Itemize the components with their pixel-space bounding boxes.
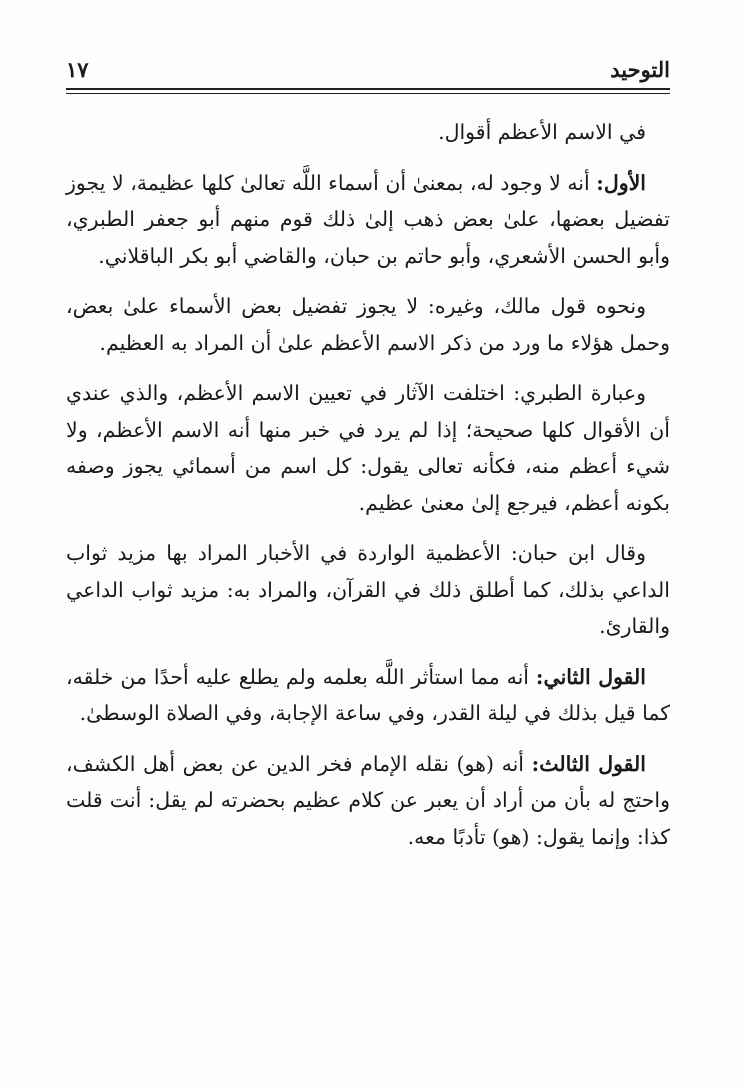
- paragraph-text: وقال ابن حبان: الأعظمية الواردة في الأخبار المراد بها مزيد ثواب الداعي بذلك، كما أطلق ذلك في القرآن، والمراد به: مزيد ثواب الداعي والقارئ.: [66, 541, 670, 638]
- header-rule-thin: [66, 93, 670, 94]
- page-header: [66, 46, 670, 82]
- paragraph-malik: [66, 288, 670, 361]
- paragraph-third-opinion: [66, 746, 670, 856]
- paragraph-text: في الاسم الأعظم أقوال.: [438, 120, 646, 144]
- page-body: [66, 114, 670, 869]
- paragraph-text: أنه لا وجود له، بمعنىٰ أن أسماء اللَّه تعالىٰ كلها عظيمة، لا يجوز تفضيل بعضها، علىٰ بعض ذهب إلىٰ ذلك قوم منهم أبو جعفر الطبري، وأبو الحسن الأشعري، وأبو حاتم بن حبان، والقاضي أبو بكر الباقلاني.: [66, 170, 670, 268]
- paragraph-text: أنه مما استأثر اللَّه بعلمه ولم يطلع عليه أحدًا من خلقه، كما قيل بذلك في ليلة القدر، وفي ساعة الإجابة، وفي الصلاة الوسطىٰ.: [66, 664, 670, 725]
- paragraph-lead: القول الثالث:: [531, 751, 646, 776]
- paragraph-text: وعبارة الطبري: اختلفت الآثار في تعيين الاسم الأعظم، والذي عندي أن الأقوال كلها صحيحة؛ إذا لم يرد في خبر منها أنه الاسم الأعظم، ولا شيء أعظم منه، فكأنه تعالى يقول: كل اسم من أسمائي يجوز وصفه بكونه أعظم، فيرجع إلىٰ معنىٰ عظيم.: [66, 381, 670, 515]
- paragraph-second-opinion: [66, 659, 670, 732]
- paragraph-ibn-hibban: [66, 535, 670, 645]
- paragraph-first-opinion: [66, 165, 670, 275]
- header-rule-thick: [66, 88, 670, 90]
- page-number: ١٧: [66, 57, 89, 82]
- paragraph-intro: [66, 114, 670, 151]
- paragraph-text: أنه (هو) نقله الإمام فخر الدين عن بعض أهل الكشف، واحتج له بأن من أراد أن يعبر عن كلام عظيم بحضرته لم يقل: أنت قلت كذا: وإنما يقول: (هو) تأدبًا معه.: [66, 751, 670, 849]
- page-title: التوحيد: [610, 57, 670, 82]
- paragraph-lead: الأول:: [596, 170, 646, 195]
- paragraph-text: ونحوه قول مالك، وغيره: لا يجوز تفضيل بعض الأسماء علىٰ بعض، وحمل هؤلاء ما ورد من ذكر الاسم الأعظم علىٰ أن المراد به العظيم.: [66, 294, 670, 355]
- paragraph-tabari: [66, 375, 670, 521]
- paragraph-lead: القول الثاني:: [535, 664, 646, 689]
